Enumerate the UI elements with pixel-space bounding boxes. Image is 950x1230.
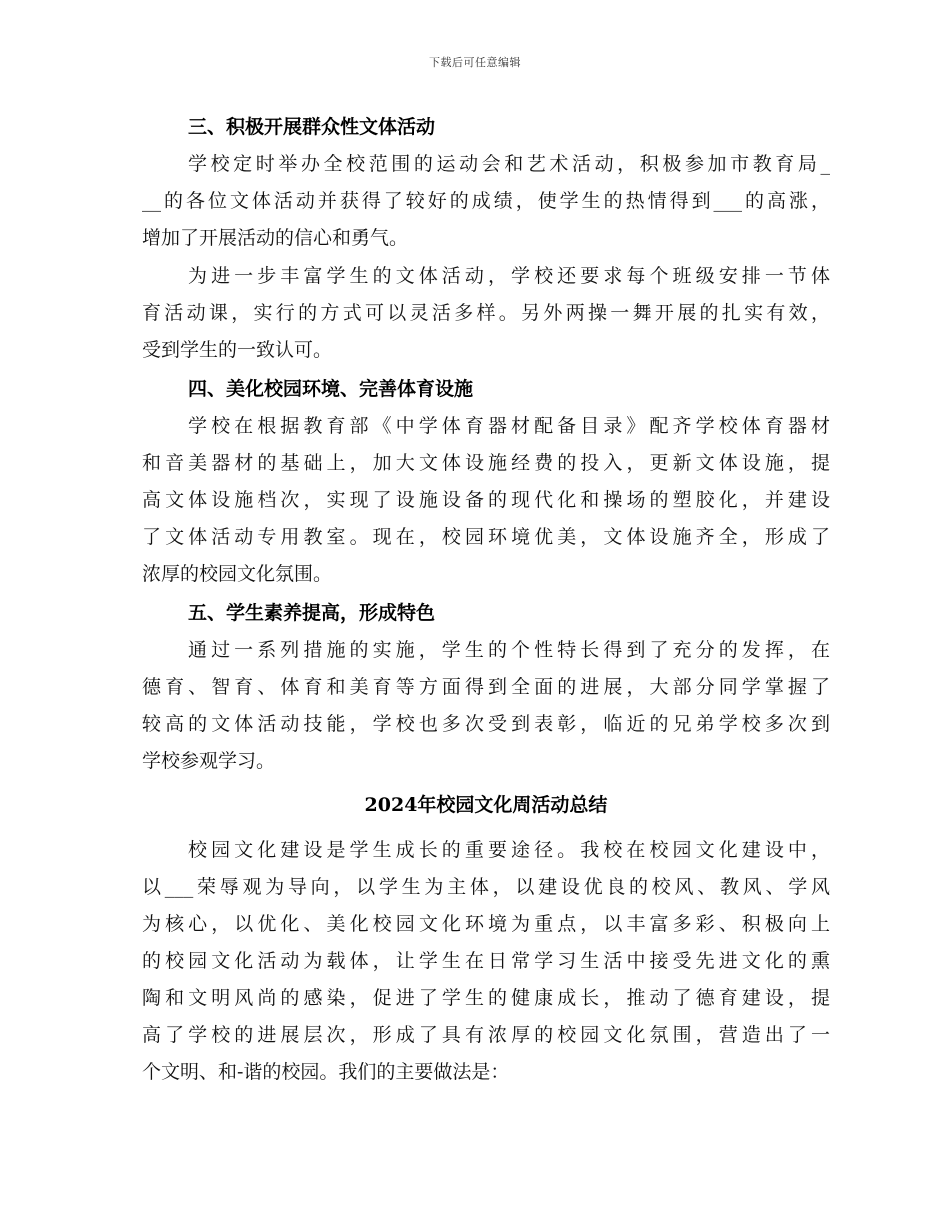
paragraph-line: 学校在根据教育部《中学体育器材配备目录》配齐学校体育器材 — [188, 415, 830, 437]
paragraph — [142, 408, 830, 593]
paragraph-line: 了文体活动专用教室。现在，校园环境优美，文体设施齐全，形成了 — [142, 526, 830, 548]
document-title: 2024年校园文化周活动总结 — [364, 794, 608, 816]
section-heading: 四、美化校园环境、完善体育设施 — [188, 378, 474, 400]
paragraph — [142, 146, 830, 257]
paragraph-line: 高文体设施档次，实现了设施设备的现代化和操场的塑胶化，并建设 — [142, 489, 830, 511]
paragraph-line: 陶和文明风尚的感染，促进了学生的健康成长，推动了德育建设，提 — [142, 987, 830, 1009]
section-heading: 三、积极开展群众性文体活动 — [188, 116, 436, 138]
paragraph-line: 德育、智育、体育和美育等方面得到全面的进展，大部分同学掌握了 — [142, 676, 830, 698]
document-body — [142, 108, 830, 1092]
paragraph-line: 学校参观学习。 — [142, 750, 276, 772]
paragraph-line: 校园文化建设是学生成长的重要途径。我校在校园文化建设中， — [188, 839, 830, 861]
paragraph — [142, 632, 830, 780]
paragraph-line: 为进一步丰富学生的文体活动，学校还要求每个班级安排一节体 — [188, 265, 830, 287]
paragraph-line: 育活动课，实行的方式可以灵活多样。另外两操一舞开展的扎实有效， — [142, 302, 830, 324]
paragraph-line: 通过一系列措施的实施，学生的个性特长得到了充分的发挥，在 — [188, 639, 830, 661]
paragraph-line: __的各位文体活动并获得了较好的成绩，使学生的热情得到___的高涨， — [142, 190, 830, 212]
paragraph-line: 受到学生的一致认可。 — [142, 339, 333, 361]
paragraph-line: 个文明、和-谐的校园。我们的主要做法是： — [142, 1061, 510, 1083]
paragraph-line: 较高的文体活动技能，学校也多次受到表彰，临近的兄弟学校多次到 — [142, 713, 830, 735]
paragraph-line: 学校定时举办全校范围的运动会和艺术活动，积极参加市教育局_ — [188, 153, 830, 175]
paragraph-line: 以___荣辱观为导向，以学生为主体，以建设优良的校风、教风、学风 — [142, 876, 830, 898]
section-4 — [142, 370, 830, 593]
paragraph-line: 增加了开展活动的信心和勇气。 — [142, 227, 409, 249]
section-5 — [142, 594, 830, 780]
intro-paragraph — [142, 832, 830, 1091]
paragraph-line: 浓厚的校园文化氛围。 — [142, 563, 333, 585]
page-header-note: 下载后可任意编辑 — [429, 56, 521, 69]
paragraph-line: 为核心，以优化、美化校园文化环境为重点，以丰富多彩、积极向上 — [142, 913, 830, 935]
paragraph — [142, 258, 830, 369]
paragraph-line: 高了学校的进展层次，形成了具有浓厚的校园文化氛围，营造出了一 — [142, 1024, 830, 1046]
paragraph-line: 和音美器材的基础上，加大文体设施经费的投入，更新文体设施，提 — [142, 452, 830, 474]
section-3 — [142, 108, 830, 369]
section-heading: 五、学生素养提高，形成特色 — [188, 602, 436, 624]
paragraph-line: 的校园文化活动为载体，让学生在日常学习生活中接受先进文化的熏 — [142, 950, 830, 972]
